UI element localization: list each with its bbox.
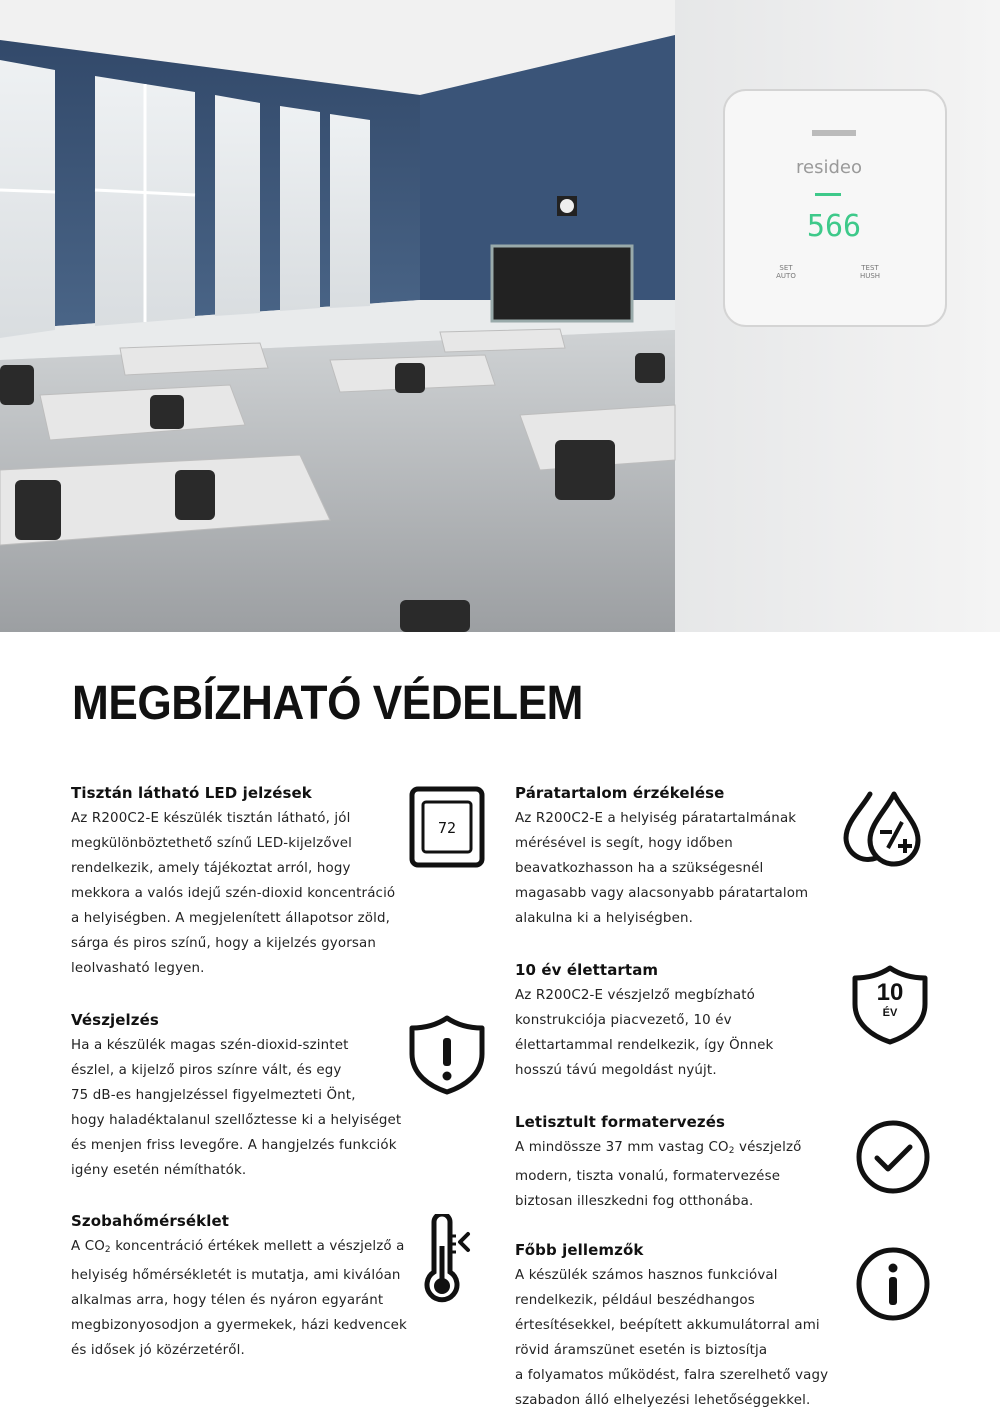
feature-text: Az R200C2-E vészjelző megbízható konstrukciója piacvezető, 10 év élettartammal rendelkezik, így Önnek hosszú távú megoldást nyújt. <box>515 988 774 1078</box>
humidity-drops-icon <box>840 786 932 868</box>
feature-text: Az R200C2-E a helyiség páratartalmának mérésével is segít, hogy időben beavatkozhasson ha a szükségesnél magasabb vagy alacsonyabb páratartalom alakulna ki a helyiségben. <box>515 811 809 926</box>
feature-title: Páratartalom érzékelése <box>515 784 725 802</box>
feature-text: Az R200C2-E készülék tisztán látható, jól megkülönböztethető színű LED-kijelzővel rendelkezik, amely tájékoztat arról, hogy mekkora a valós idejű szén-dioxid koncentráció a helyiségben. A megjelenített állapotsor zöld, sárga és piros színű, hogy a kijelzés gyorsan leolvasható legyen. <box>71 811 396 976</box>
feature-text: Ha a készülék magas szén-dioxid-szintet észlel, a kijelző piros színre vált, és egy 75 dB-es hangjelzéssel figyelmezteti Önt, hogy haladéktalanul szellőztesse ki a helyiséget és menjen friss levegőre. A hangjelzés funkciók igény esetén némíthatók. <box>71 1038 402 1178</box>
hero-image <box>0 0 1000 632</box>
feature-title: Vészjelzés <box>71 1011 159 1029</box>
info-circle-icon <box>853 1244 933 1324</box>
classroom-photo <box>0 0 1000 632</box>
thermometer-icon <box>418 1214 474 1308</box>
feature-title: Főbb jellemzők <box>515 1241 644 1259</box>
feature-led-indicators <box>71 784 416 981</box>
device-reading: 566 <box>806 209 862 244</box>
device-button-right-top: TEST <box>861 264 879 272</box>
feature-text: A mindössze 37 mm vastag $CO_2$ vészjelző modern, tiszta vonalú, formatervezése biztosan illeszkedni fog otthonába. <box>515 1140 802 1209</box>
feature-title: Letisztult formatervezés <box>515 1113 725 1131</box>
feature-lifetime <box>515 961 845 1083</box>
feature-design <box>515 1113 845 1214</box>
shield-alert-icon <box>407 1014 487 1096</box>
feature-title: 10 év élettartam <box>515 961 659 979</box>
feature-text: A $CO_2$ koncentráció értékek mellett a vészjelző a helyiség hőmérsékletét is mutatja, ami kiválóan alkalmas arra, hogy télen és nyáron egyaránt megbizonyosodjon a gyermekek, házi kedvencek és idősek jó közérzetéről. <box>71 1239 407 1358</box>
display-72-icon <box>409 786 485 868</box>
device-brand: resideo <box>796 157 862 178</box>
feature-title: Tisztán látható LED jelzések <box>71 784 312 802</box>
feature-text: A készülék számos hasznos funkcióval rendelkezik, például beszédhangos értesítésekkel, beépített akkumulátorral ami rövid áramszünet esetén is biztosítja a folyamatos működést, falra szerelhető vagy szabadon álló elhelyezési lehetőséggekkel. <box>515 1268 829 1408</box>
ten-year-shield-icon <box>850 964 930 1046</box>
feature-main-features <box>515 1241 845 1413</box>
feature-title: Szobahőmérséklet <box>71 1212 230 1230</box>
svg-text:72: 72 <box>437 819 457 837</box>
device-button-left-top: SET <box>779 264 793 272</box>
svg-text:ÉV: ÉV <box>882 1007 898 1019</box>
feature-alarm <box>71 1011 416 1183</box>
svg-text:10: 10 <box>876 979 904 1006</box>
device-button-left-bottom: AUTO <box>776 272 796 280</box>
check-circle-icon <box>853 1117 933 1197</box>
feature-humidity <box>515 784 845 931</box>
device-button-right-bottom: HUSH <box>859 272 881 280</box>
page-title: MEGBÍZHATÓ VÉDELEM <box>72 677 584 730</box>
feature-room-temperature <box>71 1212 416 1363</box>
